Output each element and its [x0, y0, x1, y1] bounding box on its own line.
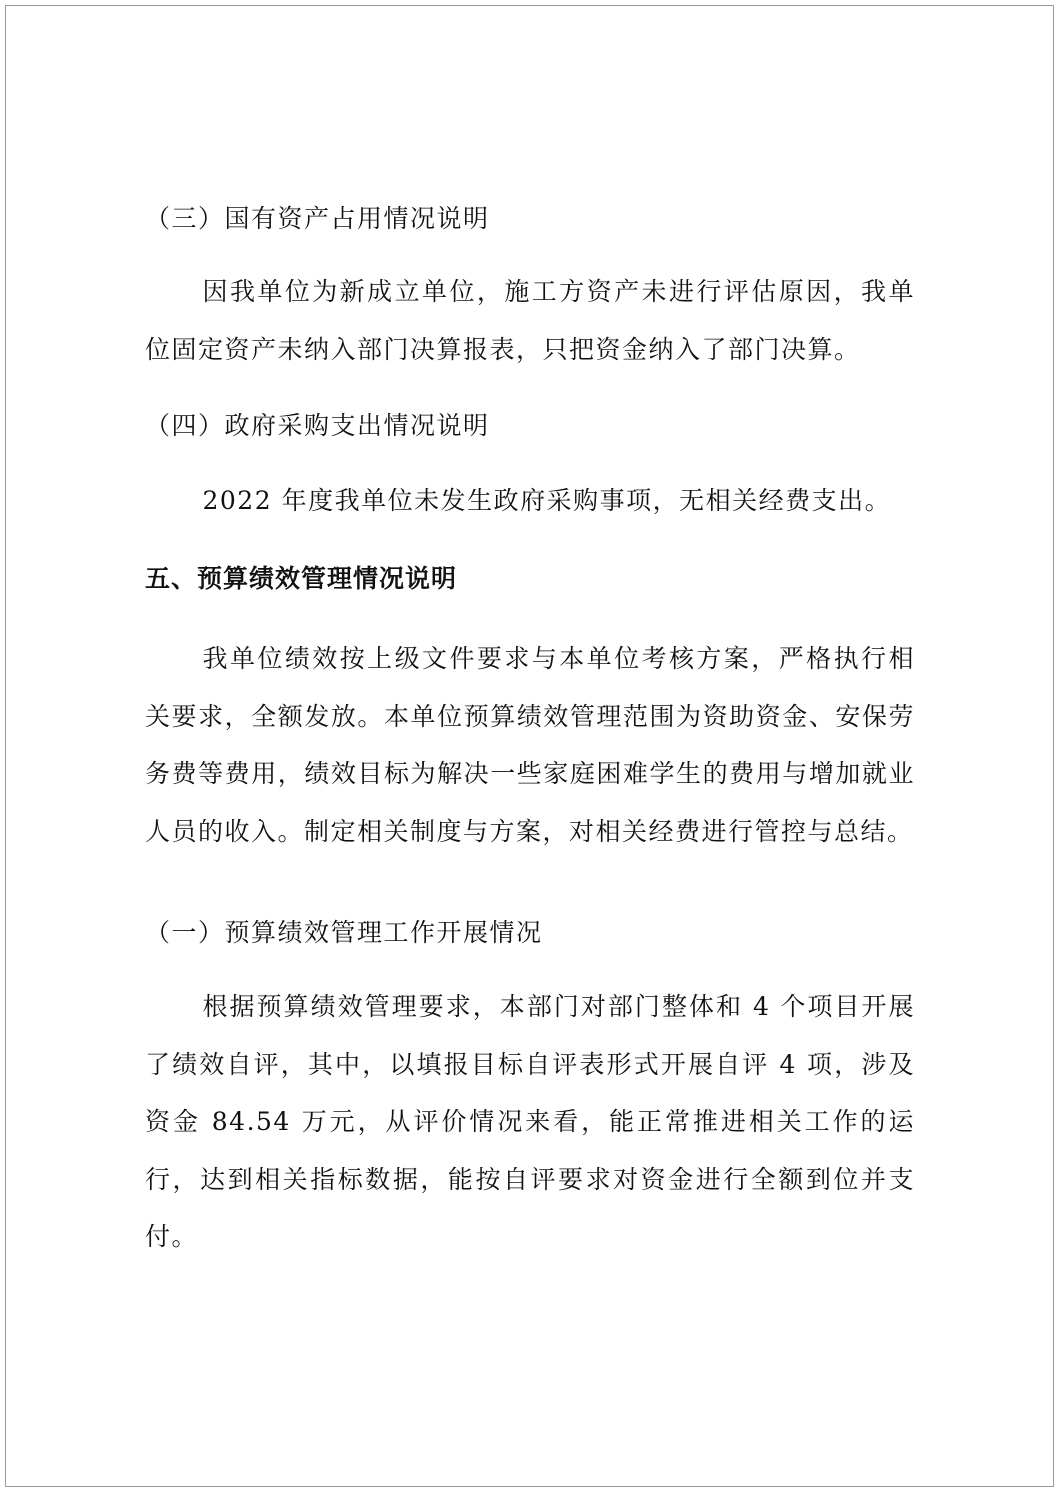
work-progress-heading: （一）预算绩效管理工作开展情况: [145, 918, 543, 947]
performance-management-heading: 五、预算绩效管理情况说明: [145, 564, 458, 593]
procurement-section-paragraph: 2022 年度我单位未发生政府采购事项，无相关经费支出。: [202, 486, 892, 515]
asset-section-heading: （三）国有资产占用情况说明: [145, 204, 490, 233]
procurement-section-heading: （四）政府采购支出情况说明: [145, 411, 490, 440]
performance-management-paragraph: 我单位绩效按上级文件要求与本单位考核方案，严格执行相关要求，全额发放。本单位预算绩效管理范围为资助资金、安保劳务费等费用，绩效目标为解决一些家庭困难学生的费用与增加就业人员的收入。制定相关制度与方案，对相关经费进行管控与总结。: [145, 644, 915, 846]
asset-section-paragraph: 因我单位为新成立单位，施工方资产未进行评估原因，我单位固定资产未纳入部门决算报表，只把资金纳入了部门决算。: [145, 277, 915, 364]
work-progress-paragraph: 根据预算绩效管理要求，本部门对部门整体和 4 个项目开展了绩效自评，其中，以填报目标自评表形式开展自评 4 项，涉及资金 84.54 万元，从评价情况来看，能正常推进相关工作的运行，达到相关指标数据，能按自评要求对资金进行全额到位并支付。: [145, 992, 915, 1251]
